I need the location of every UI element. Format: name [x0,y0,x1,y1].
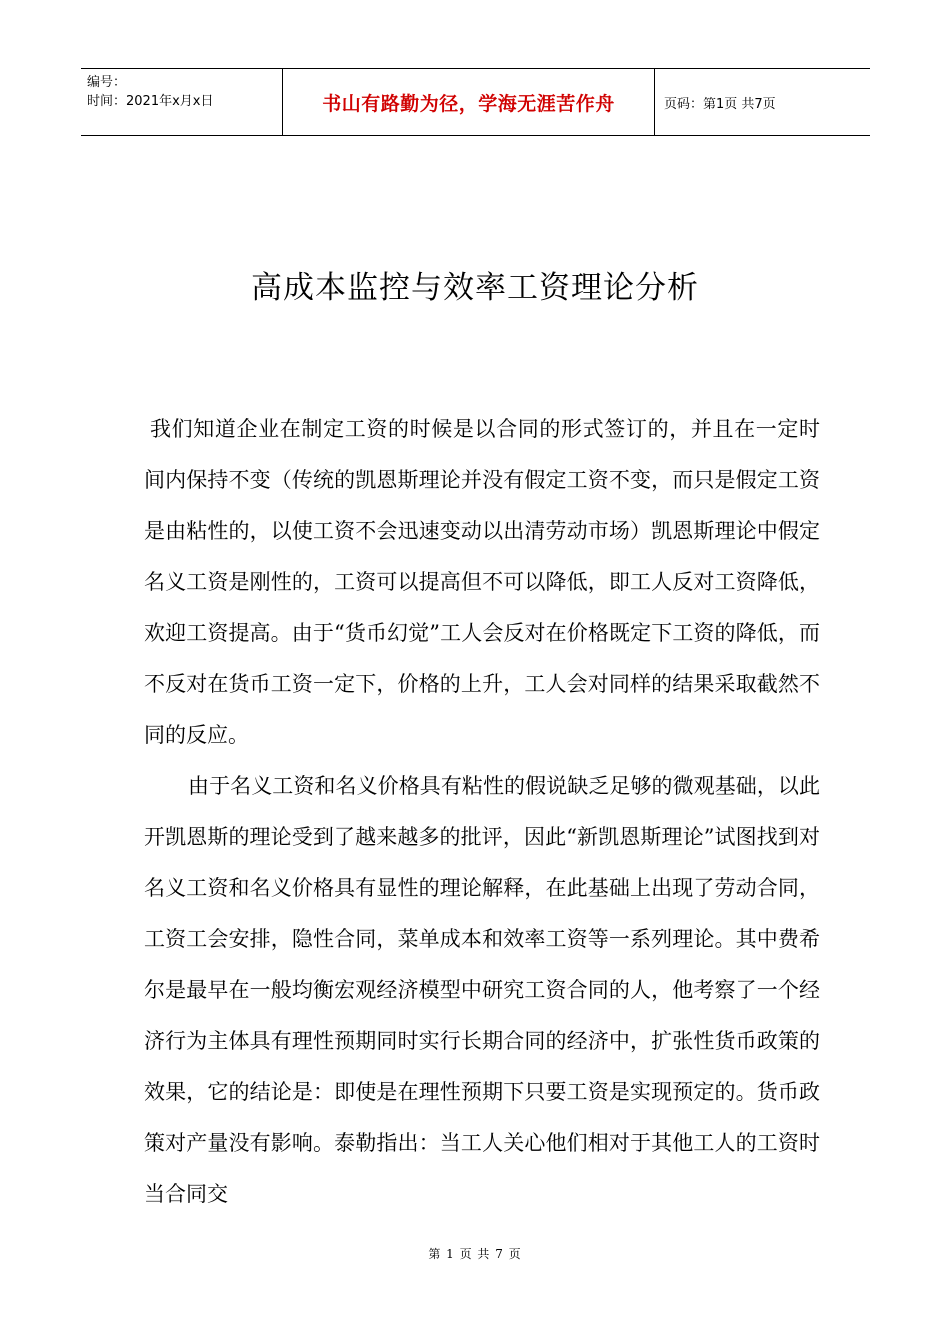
header-motto: 书山有路勤为径，学海无涯苦作舟 [282,69,655,135]
header-meta [81,69,282,135]
document-title: 高成本监控与效率工资理论分析 [251,270,699,306]
page-footer: 第 1 页 共 7 页 [428,1247,522,1261]
header-page-info: 页码：第1页 共7页 [664,96,776,112]
document-body [144,404,820,1220]
page-header [81,68,870,136]
number-label: 编号： [87,75,127,90]
time-label: 时间：2021年x月x日 [87,94,214,109]
paragraph: 由于名义工资和名义价格具有粘性的假说缺乏足够的微观基础，以此开凯恩斯的理论受到了越来越多的批评，因此“新凯恩斯理论”试图找到对名义工资和名义价格具有显性的理论解释，在此基础上出现了劳动合同，工资工会安排，隐性合同，菜单成本和效率工资等一系列理论。其中费希尔是最早在一般均衡宏观经济模型中研究工资合同的人，他考察了一个经济行为主体具有理性预期同时实行长期合同的经济中，扩张性货币政策的效果，它的结论是：即使是在理性预期下只要工资是实现预定的。货币政策对产量没有影响。泰勒指出：当工人关心他们相对于其他工人的工资时当合同交 [144,774,820,1206]
paragraph: 我们知道企业在制定工资的时候是以合同的形式签订的，并且在一定时间内保持不变（传统的凯恩斯理论并没有假定工资不变，而只是假定工资是由粘性的，以使工资不会迅速变动以出清劳动市场）凯恩斯理论中假定名义工资是刚性的，工资可以提高但不可以降低，即工人反对工资降低，欢迎工资提高。由于“货币幻觉”工人会反对在价格既定下工资的降低，而不反对在货币工资一定下，价格的上升，工人会对同样的结果采取截然不同的反应。 [144,417,820,747]
